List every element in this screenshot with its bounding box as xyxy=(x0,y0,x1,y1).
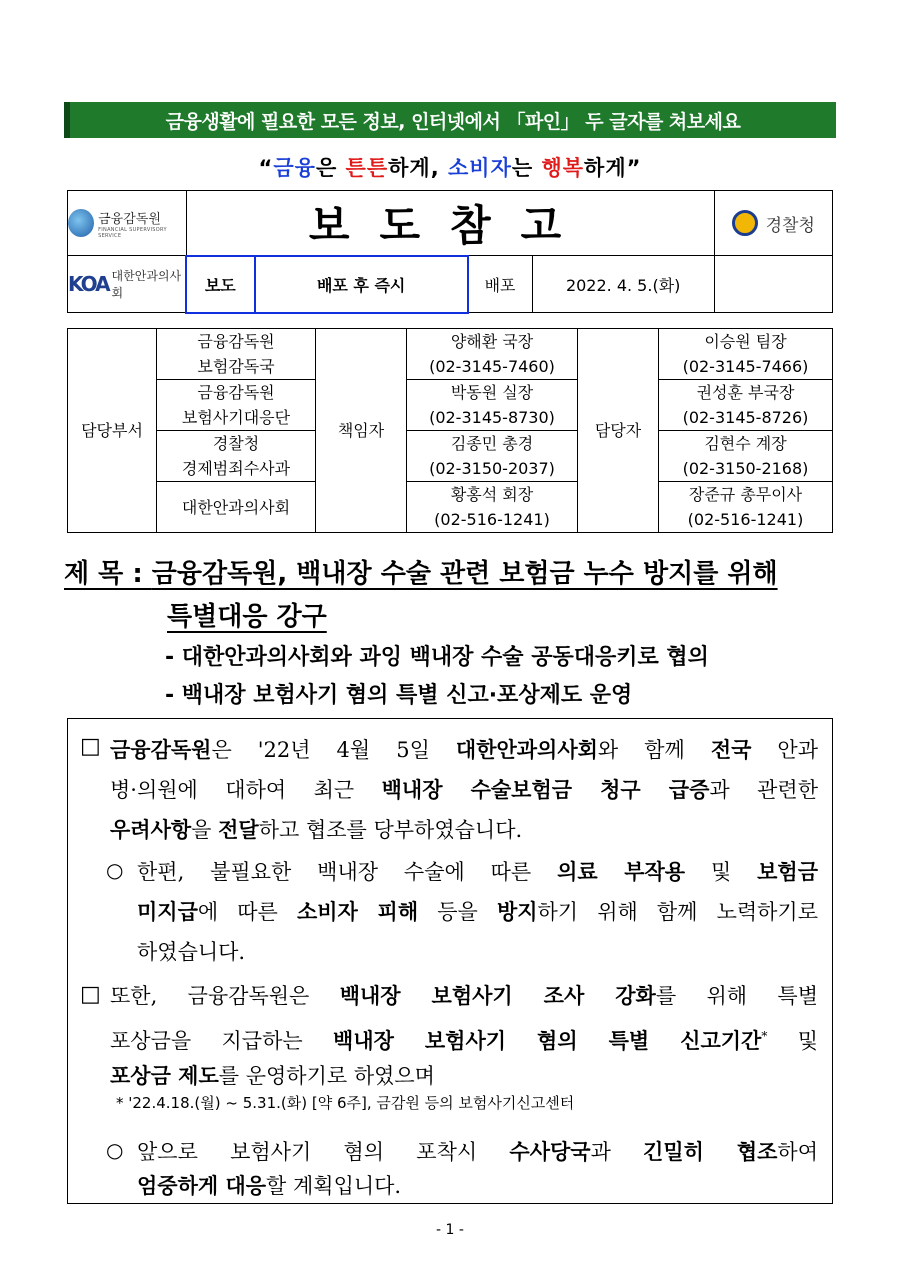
footnote: * '22.4.18.(월) ~ 5.31.(화) [약 6주], 금감원 등의 보험사기신고센터 xyxy=(116,1094,575,1112)
staff-cell: 김현수 계장 (02-3150-2168) xyxy=(659,431,833,482)
table-row xyxy=(68,380,833,431)
paragraph-4-line-2: 엄중하게 대응할 계획입니다. xyxy=(137,1174,402,1198)
dept-cell: 금융감독원 보험감독국 xyxy=(157,329,316,380)
press-label: 보도 xyxy=(186,256,255,313)
staff-header: 담당자 xyxy=(578,329,659,533)
kos-logo-cell xyxy=(68,256,187,313)
distribution-date: 2022. 4. 5.(화) xyxy=(532,256,714,313)
paragraph-1-line-1: 금융감독원은 '22년 4월 5일 대한안과의사회와 함께 전국 안과 xyxy=(110,738,819,762)
circle-bullet-icon: ○ xyxy=(106,1138,124,1162)
kos-logo: KOA 대한안과의사회 xyxy=(68,269,182,300)
dept-header: 담당부서 xyxy=(68,329,157,533)
table-row xyxy=(68,431,833,482)
police-emblem-icon xyxy=(732,210,758,236)
info-banner: 금융생활에 필요한 모든 정보, 인터넷에서 「파인」 두 글자를 쳐보세요 xyxy=(64,102,836,138)
table-row xyxy=(68,329,833,380)
square-bullet-icon: □ xyxy=(80,982,101,1007)
dept-cell: 금융감독원 보험사기대응단 xyxy=(157,380,316,431)
responsible-header: 책임자 xyxy=(316,329,407,533)
kos-emblem-icon: KOA xyxy=(68,272,109,296)
fss-logo-text: 금융감독원 xyxy=(98,211,161,227)
fss-logo xyxy=(68,191,186,255)
subtitle-1: - 대한안과의사회와 과잉 백내장 수술 공동대응키로 협의 xyxy=(165,645,709,670)
paragraph-3-line-3: 포상금 제도를 운영하기로 하였으며 xyxy=(110,1064,435,1088)
staff-cell: 장준규 총무이사 (02-516-1241) xyxy=(659,482,833,533)
subject-line: 제 목 : 금융감독원, 백내장 수술 관련 보험금 누수 방지를 위해 xyxy=(64,559,778,589)
responsible-cell: 박동원 실장 (02-3145-8730) xyxy=(407,380,578,431)
police-logo-cell xyxy=(714,191,832,256)
paragraph-3-line-2: 포상금을 지급하는 백내장 보험사기 혐의 특별 신고기간* 및 xyxy=(110,1029,818,1053)
paragraph-1-line-2: 병·의원에 대하여 최근 백내장 수술보험금 청구 급증과 관련한 xyxy=(110,778,818,802)
paragraph-2-line-3: 하였습니다. xyxy=(137,940,246,964)
slogan: “금융은 튼튼하게, 소비자는 행복하게” xyxy=(258,156,642,180)
dept-cell: 대한안과의사회 xyxy=(157,482,316,533)
empty-cell xyxy=(714,256,832,313)
contact-table xyxy=(67,328,833,533)
fss-emblem-icon xyxy=(68,209,94,237)
document-title: 보도참고 xyxy=(186,191,714,256)
fss-logo-cell xyxy=(68,191,187,256)
police-logo: 경찰청 xyxy=(715,210,832,236)
staff-cell: 권성훈 부국장 (02-3145-8726) xyxy=(659,380,833,431)
subject-line-2: 특별대응 강구 xyxy=(167,602,327,632)
dept-cell: 경찰청 경제범죄수사과 xyxy=(157,431,316,482)
responsible-cell: 양해환 국장 (02-3145-7460) xyxy=(407,329,578,380)
staff-cell: 이승원 팀장 (02-3145-7466) xyxy=(659,329,833,380)
distribution-label: 배포 xyxy=(468,256,533,313)
subtitle-2: - 백내장 보험사기 혐의 특별 신고·포상제도 운영 xyxy=(165,683,633,708)
paragraph-2-line-1: 한편, 불필요한 백내장 수술에 따른 의료 부작용 및 보험금 xyxy=(137,860,818,884)
paragraph-2-line-2: 미지급에 따른 소비자 피해 등을 방지하기 위해 함께 노력하기로 xyxy=(137,900,818,924)
page-number: - 1 - xyxy=(436,1222,464,1238)
press-value: 배포 후 즉시 xyxy=(255,256,468,313)
paragraph-3-line-1: 또한, 금융감독원은 백내장 보험사기 조사 강화를 위해 특별 xyxy=(110,984,818,1008)
paragraph-1-line-3: 우려사항을 전달하고 협조를 당부하였습니다. xyxy=(110,818,523,842)
responsible-cell: 황홍석 회장 (02-516-1241) xyxy=(407,482,578,533)
table-row xyxy=(68,482,833,533)
paragraph-4-line-1: 앞으로 보험사기 혐의 포착시 수사당국과 긴밀히 협조하여 xyxy=(137,1140,818,1164)
square-bullet-icon: □ xyxy=(80,734,101,759)
fss-logo-subtext: FINANCIAL SUPERVISORY SERVICE xyxy=(98,226,167,239)
circle-bullet-icon: ○ xyxy=(106,858,124,882)
responsible-cell: 김종민 총경 (02-3150-2037) xyxy=(407,431,578,482)
press-header xyxy=(67,190,833,313)
